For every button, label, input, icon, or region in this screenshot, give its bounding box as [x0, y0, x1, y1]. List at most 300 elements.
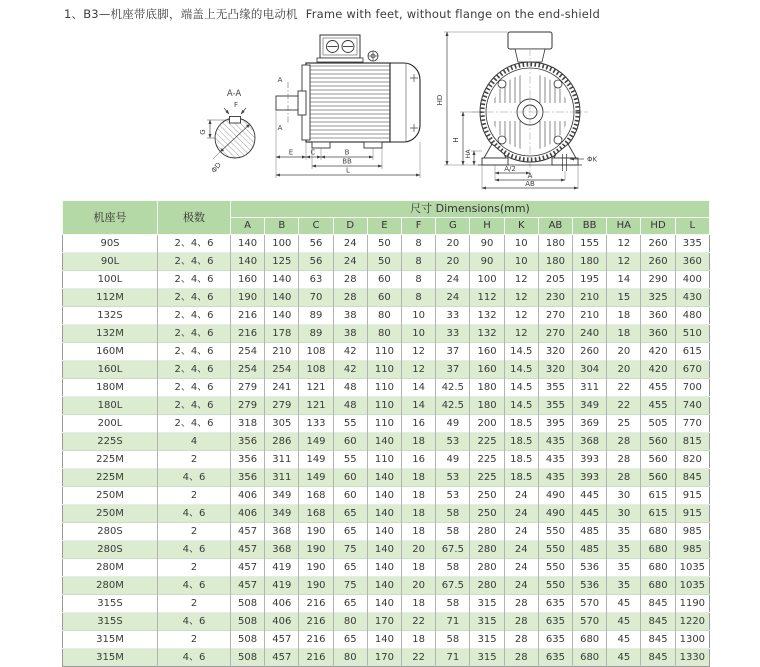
dim-value-cell: 108	[299, 343, 333, 361]
dim-value-cell: 140	[367, 541, 401, 559]
table-row	[63, 433, 710, 451]
dim-value-cell: 140	[367, 505, 401, 523]
dim-value-cell: 490	[538, 487, 572, 505]
dim-value-cell: 24	[504, 541, 538, 559]
dim-value-cell: 216	[299, 649, 333, 667]
dim-value-cell: 18	[402, 433, 436, 451]
dim-value-cell: 325	[641, 289, 675, 307]
dim-value-cell: 37	[436, 343, 470, 361]
dim-value-cell: 133	[299, 415, 333, 433]
technical-drawing-section	[0, 26, 760, 194]
dim-value-cell: 55	[333, 451, 367, 469]
dim-value-cell: 15	[607, 289, 641, 307]
dim-value-cell: 304	[573, 361, 607, 379]
dim-value-cell: 508	[231, 613, 265, 631]
dim-value-cell: 58	[436, 559, 470, 577]
dim-value-cell: 250	[470, 505, 504, 523]
dim-value-cell: 149	[299, 433, 333, 451]
table-row	[63, 235, 710, 253]
poles-cell: 2	[158, 595, 231, 613]
poles-cell: 4	[158, 433, 231, 451]
table-row	[63, 649, 710, 667]
dim-value-cell: 20	[402, 577, 436, 595]
poles-cell: 4、6	[158, 505, 231, 523]
poles-cell: 2、4、6	[158, 253, 231, 271]
dim-value-cell: 42.5	[436, 397, 470, 415]
dim-value-cell: 110	[367, 397, 401, 415]
dim-value-cell: 121	[299, 397, 333, 415]
dim-value-cell: 985	[675, 523, 709, 541]
dim-value-cell: 180	[470, 379, 504, 397]
frame-size-cell: 280M	[63, 577, 158, 595]
dim-value-cell: 10	[402, 307, 436, 325]
table-row	[63, 451, 710, 469]
dimensions-table	[62, 200, 710, 667]
dim-value-cell: 1330	[675, 649, 709, 667]
dim-value-cell: 12	[402, 361, 436, 379]
dim-value-cell: 60	[333, 469, 367, 487]
dim-value-cell: 33	[436, 307, 470, 325]
dim-value-cell: 140	[265, 271, 299, 289]
dim-value-cell: 140	[367, 595, 401, 613]
frame-size-cell: 180L	[63, 397, 158, 415]
dim-value-cell: 20	[607, 343, 641, 361]
dim-value-cell: 14	[607, 271, 641, 289]
dim-value-cell: 16	[402, 415, 436, 433]
poles-cell: 2	[158, 631, 231, 649]
dim-value-cell: 24	[504, 523, 538, 541]
dim-col-header: H	[470, 218, 504, 235]
frame-size-cell: 315S	[63, 613, 158, 631]
dim-value-cell: 225	[470, 451, 504, 469]
frame-size-cell: 160L	[63, 361, 158, 379]
dim-value-cell: 349	[265, 487, 299, 505]
dim-value-cell: 140	[367, 559, 401, 577]
dim-value-cell: 356	[231, 469, 265, 487]
dim-value-cell: 28	[504, 613, 538, 631]
frame-size-cell: 90S	[63, 235, 158, 253]
dim-value-cell: 680	[641, 523, 675, 541]
dim-col-header: HD	[641, 218, 675, 235]
dim-value-cell: 1300	[675, 631, 709, 649]
dim-value-cell: 406	[231, 487, 265, 505]
poles-header: 极数	[158, 201, 231, 235]
dim-value-cell: 16	[402, 451, 436, 469]
dim-value-cell: 180	[573, 253, 607, 271]
poles-cell: 4、6	[158, 577, 231, 595]
dim-label-ab: AB	[525, 180, 535, 188]
dim-value-cell: 315	[470, 613, 504, 631]
dim-value-cell: 1190	[675, 595, 709, 613]
dim-value-cell: 155	[573, 235, 607, 253]
dim-value-cell: 770	[675, 415, 709, 433]
table-row	[63, 397, 710, 415]
dim-value-cell: 28	[607, 433, 641, 451]
dim-value-cell: 480	[675, 307, 709, 325]
dim-value-cell: 14.5	[504, 379, 538, 397]
dim-value-cell: 140	[231, 253, 265, 271]
dim-value-cell: 10	[504, 253, 538, 271]
table-row	[63, 487, 710, 505]
dim-value-cell: 56	[299, 235, 333, 253]
poles-cell: 2、4、6	[158, 361, 231, 379]
dim-value-cell: 170	[367, 613, 401, 631]
dim-value-cell: 635	[538, 649, 572, 667]
dim-value-cell: 190	[231, 289, 265, 307]
dim-value-cell: 318	[231, 415, 265, 433]
dim-value-cell: 560	[641, 433, 675, 451]
poles-cell: 2、4、6	[158, 235, 231, 253]
dim-value-cell: 430	[675, 289, 709, 307]
dim-value-cell: 845	[675, 469, 709, 487]
dim-col-header: A	[231, 218, 265, 235]
dim-value-cell: 100	[265, 235, 299, 253]
dim-value-cell: 320	[538, 361, 572, 379]
dim-value-cell: 536	[573, 577, 607, 595]
dim-value-cell: 260	[641, 235, 675, 253]
dim-value-cell: 406	[265, 595, 299, 613]
frame-size-cell: 225M	[63, 469, 158, 487]
dim-value-cell: 14	[402, 379, 436, 397]
frame-size-cell: 315S	[63, 595, 158, 613]
dim-value-cell: 140	[231, 235, 265, 253]
dim-value-cell: 10	[504, 235, 538, 253]
table-row	[63, 415, 710, 433]
dim-value-cell: 230	[538, 289, 572, 307]
poles-cell: 2、4、6	[158, 397, 231, 415]
dim-value-cell: 210	[573, 307, 607, 325]
dim-value-cell: 90	[470, 235, 504, 253]
dim-value-cell: 45	[607, 595, 641, 613]
dim-value-cell: 508	[231, 631, 265, 649]
dim-value-cell: 24	[436, 289, 470, 307]
dim-value-cell: 108	[299, 361, 333, 379]
dim-value-cell: 14	[402, 397, 436, 415]
dim-value-cell: 65	[333, 595, 367, 613]
dim-value-cell: 25	[607, 415, 641, 433]
dim-value-cell: 140	[265, 289, 299, 307]
dim-value-cell: 14.5	[504, 397, 538, 415]
dim-value-cell: 180	[470, 397, 504, 415]
dim-value-cell: 560	[641, 451, 675, 469]
dim-value-cell: 67.5	[436, 541, 470, 559]
dim-label-f: F	[233, 101, 239, 109]
frame-size-cell: 90L	[63, 253, 158, 271]
dim-value-cell: 28	[504, 595, 538, 613]
dims-group-header: 尺寸 Dimensions(mm)	[231, 201, 710, 218]
dim-value-cell: 280	[470, 523, 504, 541]
dim-value-cell: 560	[641, 469, 675, 487]
dim-value-cell: 400	[675, 271, 709, 289]
dim-col-header: F	[402, 218, 436, 235]
page-title-zh: 1、B3—机座带底脚，端盖上无凸缘的电动机	[64, 7, 298, 21]
dim-value-cell: 270	[538, 307, 572, 325]
dim-value-cell: 110	[367, 361, 401, 379]
dim-value-cell: 18	[607, 325, 641, 343]
dim-value-cell: 60	[367, 271, 401, 289]
frame-size-header: 机座号	[63, 201, 158, 235]
dim-value-cell: 38	[333, 307, 367, 325]
table-row	[63, 595, 710, 613]
dim-value-cell: 67.5	[436, 577, 470, 595]
dim-value-cell: 435	[538, 451, 572, 469]
dim-value-cell: 65	[333, 523, 367, 541]
dim-value-cell: 33	[436, 325, 470, 343]
table-row	[63, 253, 710, 271]
dim-value-cell: 140	[367, 523, 401, 541]
dim-value-cell: 615	[641, 505, 675, 523]
page-title	[64, 6, 600, 22]
dim-value-cell: 18	[402, 595, 436, 613]
dim-col-header: B	[265, 218, 299, 235]
dim-value-cell: 45	[607, 649, 641, 667]
dim-label-ha: HA	[464, 149, 472, 159]
page-title-en: Frame with feet, without flange on the end-shield	[305, 7, 600, 21]
dim-value-cell: 680	[573, 631, 607, 649]
dim-value-cell: 70	[299, 289, 333, 307]
side-view-drawing	[268, 32, 436, 184]
dim-value-cell: 35	[607, 523, 641, 541]
dim-value-cell: 140	[367, 433, 401, 451]
dim-value-cell: 149	[299, 469, 333, 487]
dim-value-cell: 50	[367, 253, 401, 271]
table-row	[63, 505, 710, 523]
dim-value-cell: 369	[573, 415, 607, 433]
frame-size-cell: 250M	[63, 505, 158, 523]
dim-value-cell: 28	[607, 469, 641, 487]
dim-value-cell: 254	[231, 343, 265, 361]
dim-value-cell: 240	[573, 325, 607, 343]
dim-value-cell: 393	[573, 451, 607, 469]
dims-table-body	[63, 235, 710, 667]
dim-value-cell: 279	[231, 379, 265, 397]
dim-value-cell: 455	[641, 397, 675, 415]
poles-cell: 2	[158, 559, 231, 577]
frame-size-cell: 280M	[63, 559, 158, 577]
dim-value-cell: 615	[641, 487, 675, 505]
dim-value-cell: 80	[367, 307, 401, 325]
dim-col-header: L	[675, 218, 709, 235]
dim-value-cell: 280	[470, 541, 504, 559]
dim-value-cell: 195	[573, 271, 607, 289]
dim-value-cell: 168	[299, 505, 333, 523]
dim-value-cell: 349	[265, 505, 299, 523]
dim-label-e: E	[288, 148, 294, 157]
frame-size-cell: 225S	[63, 433, 158, 451]
poles-cell: 2、4、6	[158, 343, 231, 361]
section-label: A-A	[226, 89, 242, 99]
dim-value-cell: 680	[641, 559, 675, 577]
dim-value-cell: 457	[231, 523, 265, 541]
dim-value-cell: 65	[333, 631, 367, 649]
poles-cell: 4、6	[158, 613, 231, 631]
dim-value-cell: 18.5	[504, 469, 538, 487]
dim-value-cell: 8	[402, 289, 436, 307]
dim-label-b: B	[344, 148, 350, 157]
dim-col-header: AB	[538, 218, 572, 235]
dim-value-cell: 35	[607, 577, 641, 595]
dim-value-cell: 815	[675, 433, 709, 451]
dim-value-cell: 22	[607, 379, 641, 397]
table-row	[63, 271, 710, 289]
dim-value-cell: 280	[470, 559, 504, 577]
dim-value-cell: 419	[265, 559, 299, 577]
dim-value-cell: 12	[504, 289, 538, 307]
dim-value-cell: 132	[470, 325, 504, 343]
dim-value-cell: 58	[436, 523, 470, 541]
dim-value-cell: 915	[675, 505, 709, 523]
dim-value-cell: 28	[607, 451, 641, 469]
frame-size-cell: 225M	[63, 451, 158, 469]
dim-value-cell: 125	[265, 253, 299, 271]
dim-value-cell: 37	[436, 361, 470, 379]
dim-value-cell: 254	[265, 361, 299, 379]
dim-value-cell: 550	[538, 577, 572, 595]
dim-value-cell: 180	[538, 253, 572, 271]
dim-value-cell: 18.5	[504, 415, 538, 433]
table-row	[63, 559, 710, 577]
dim-value-cell: 216	[231, 325, 265, 343]
dim-value-cell: 20	[607, 361, 641, 379]
frame-size-cell: 160M	[63, 343, 158, 361]
dim-value-cell: 279	[231, 397, 265, 415]
table-row	[63, 343, 710, 361]
dim-value-cell: 42.5	[436, 379, 470, 397]
dim-value-cell: 160	[470, 361, 504, 379]
dim-value-cell: 368	[573, 433, 607, 451]
dim-value-cell: 445	[573, 487, 607, 505]
dim-value-cell: 121	[299, 379, 333, 397]
dim-value-cell: 457	[265, 649, 299, 667]
dim-value-cell: 89	[299, 325, 333, 343]
dim-value-cell: 845	[641, 631, 675, 649]
dim-value-cell: 190	[299, 577, 333, 595]
dim-value-cell: 10	[402, 325, 436, 343]
dim-value-cell: 8	[402, 235, 436, 253]
dim-value-cell: 457	[265, 631, 299, 649]
dim-value-cell: 20	[402, 541, 436, 559]
dim-value-cell: 28	[333, 289, 367, 307]
dim-value-cell: 140	[367, 577, 401, 595]
dim-value-cell: 406	[265, 613, 299, 631]
dim-value-cell: 216	[299, 631, 333, 649]
dim-value-cell: 12	[607, 253, 641, 271]
dim-value-cell: 24	[504, 487, 538, 505]
dim-value-cell: 60	[367, 289, 401, 307]
dim-value-cell: 225	[470, 433, 504, 451]
dim-label-l: L	[346, 166, 350, 175]
dim-value-cell: 18.5	[504, 451, 538, 469]
frame-size-cell: 315M	[63, 631, 158, 649]
frame-size-cell: 250M	[63, 487, 158, 505]
dim-value-cell: 110	[367, 379, 401, 397]
poles-cell: 2、4、6	[158, 325, 231, 343]
dim-label-a-half: A/2	[504, 165, 516, 173]
dim-value-cell: 18	[402, 505, 436, 523]
dim-value-cell: 845	[641, 649, 675, 667]
dim-value-cell: 56	[299, 253, 333, 271]
table-row	[63, 379, 710, 397]
shaft-section-drawing	[196, 56, 272, 196]
dim-value-cell: 490	[538, 505, 572, 523]
dim-value-cell: 355	[538, 379, 572, 397]
table-row	[63, 361, 710, 379]
poles-cell: 2、4、6	[158, 379, 231, 397]
dim-value-cell: 505	[641, 415, 675, 433]
dim-value-cell: 28	[504, 631, 538, 649]
dim-value-cell: 18	[402, 559, 436, 577]
dim-value-cell: 12	[504, 307, 538, 325]
dim-value-cell: 18	[402, 469, 436, 487]
dim-col-header: K	[504, 218, 538, 235]
dim-value-cell: 42	[333, 343, 367, 361]
dim-value-cell: 53	[436, 487, 470, 505]
dim-value-cell: 75	[333, 541, 367, 559]
dim-value-cell: 635	[538, 613, 572, 631]
poles-cell: 4、6	[158, 469, 231, 487]
dim-value-cell: 485	[573, 541, 607, 559]
dim-value-cell: 457	[231, 577, 265, 595]
dim-value-cell: 241	[265, 379, 299, 397]
frame-size-cell: 280S	[63, 541, 158, 559]
dim-value-cell: 700	[675, 379, 709, 397]
dim-value-cell: 210	[573, 289, 607, 307]
dim-value-cell: 24	[333, 235, 367, 253]
dim-value-cell: 270	[538, 325, 572, 343]
table-row	[63, 469, 710, 487]
dim-value-cell: 112	[470, 289, 504, 307]
dim-value-cell: 12	[607, 235, 641, 253]
dim-value-cell: 20	[436, 235, 470, 253]
dim-value-cell: 1035	[675, 577, 709, 595]
dim-value-cell: 20	[436, 253, 470, 271]
dim-value-cell: 28	[504, 649, 538, 667]
dim-value-cell: 279	[265, 397, 299, 415]
dim-value-cell: 200	[470, 415, 504, 433]
dim-value-cell: 615	[675, 343, 709, 361]
dim-value-cell: 915	[675, 487, 709, 505]
dim-value-cell: 170	[367, 649, 401, 667]
dim-value-cell: 536	[573, 559, 607, 577]
dim-value-cell: 90	[470, 253, 504, 271]
dim-value-cell: 140	[367, 469, 401, 487]
dim-value-cell: 210	[265, 343, 299, 361]
group-header-row	[63, 201, 710, 218]
dim-col-header: E	[367, 218, 401, 235]
dim-value-cell: 395	[538, 415, 572, 433]
poles-cell: 2	[158, 523, 231, 541]
dim-value-cell: 71	[436, 613, 470, 631]
dim-value-cell: 168	[299, 487, 333, 505]
dim-value-cell: 320	[538, 343, 572, 361]
dim-value-cell: 63	[299, 271, 333, 289]
dim-label-g: G	[199, 129, 207, 135]
table-row	[63, 289, 710, 307]
dim-value-cell: 149	[299, 451, 333, 469]
dim-value-cell: 570	[573, 613, 607, 631]
dim-value-cell: 140	[265, 307, 299, 325]
dim-value-cell: 635	[538, 631, 572, 649]
dim-value-cell: 49	[436, 451, 470, 469]
dim-value-cell: 419	[265, 577, 299, 595]
dim-value-cell: 65	[333, 559, 367, 577]
dim-value-cell: 216	[231, 307, 265, 325]
dim-value-cell: 58	[436, 595, 470, 613]
dim-value-cell: 12	[504, 271, 538, 289]
dim-value-cell: 508	[231, 649, 265, 667]
table-row	[63, 307, 710, 325]
dim-value-cell: 368	[265, 523, 299, 541]
